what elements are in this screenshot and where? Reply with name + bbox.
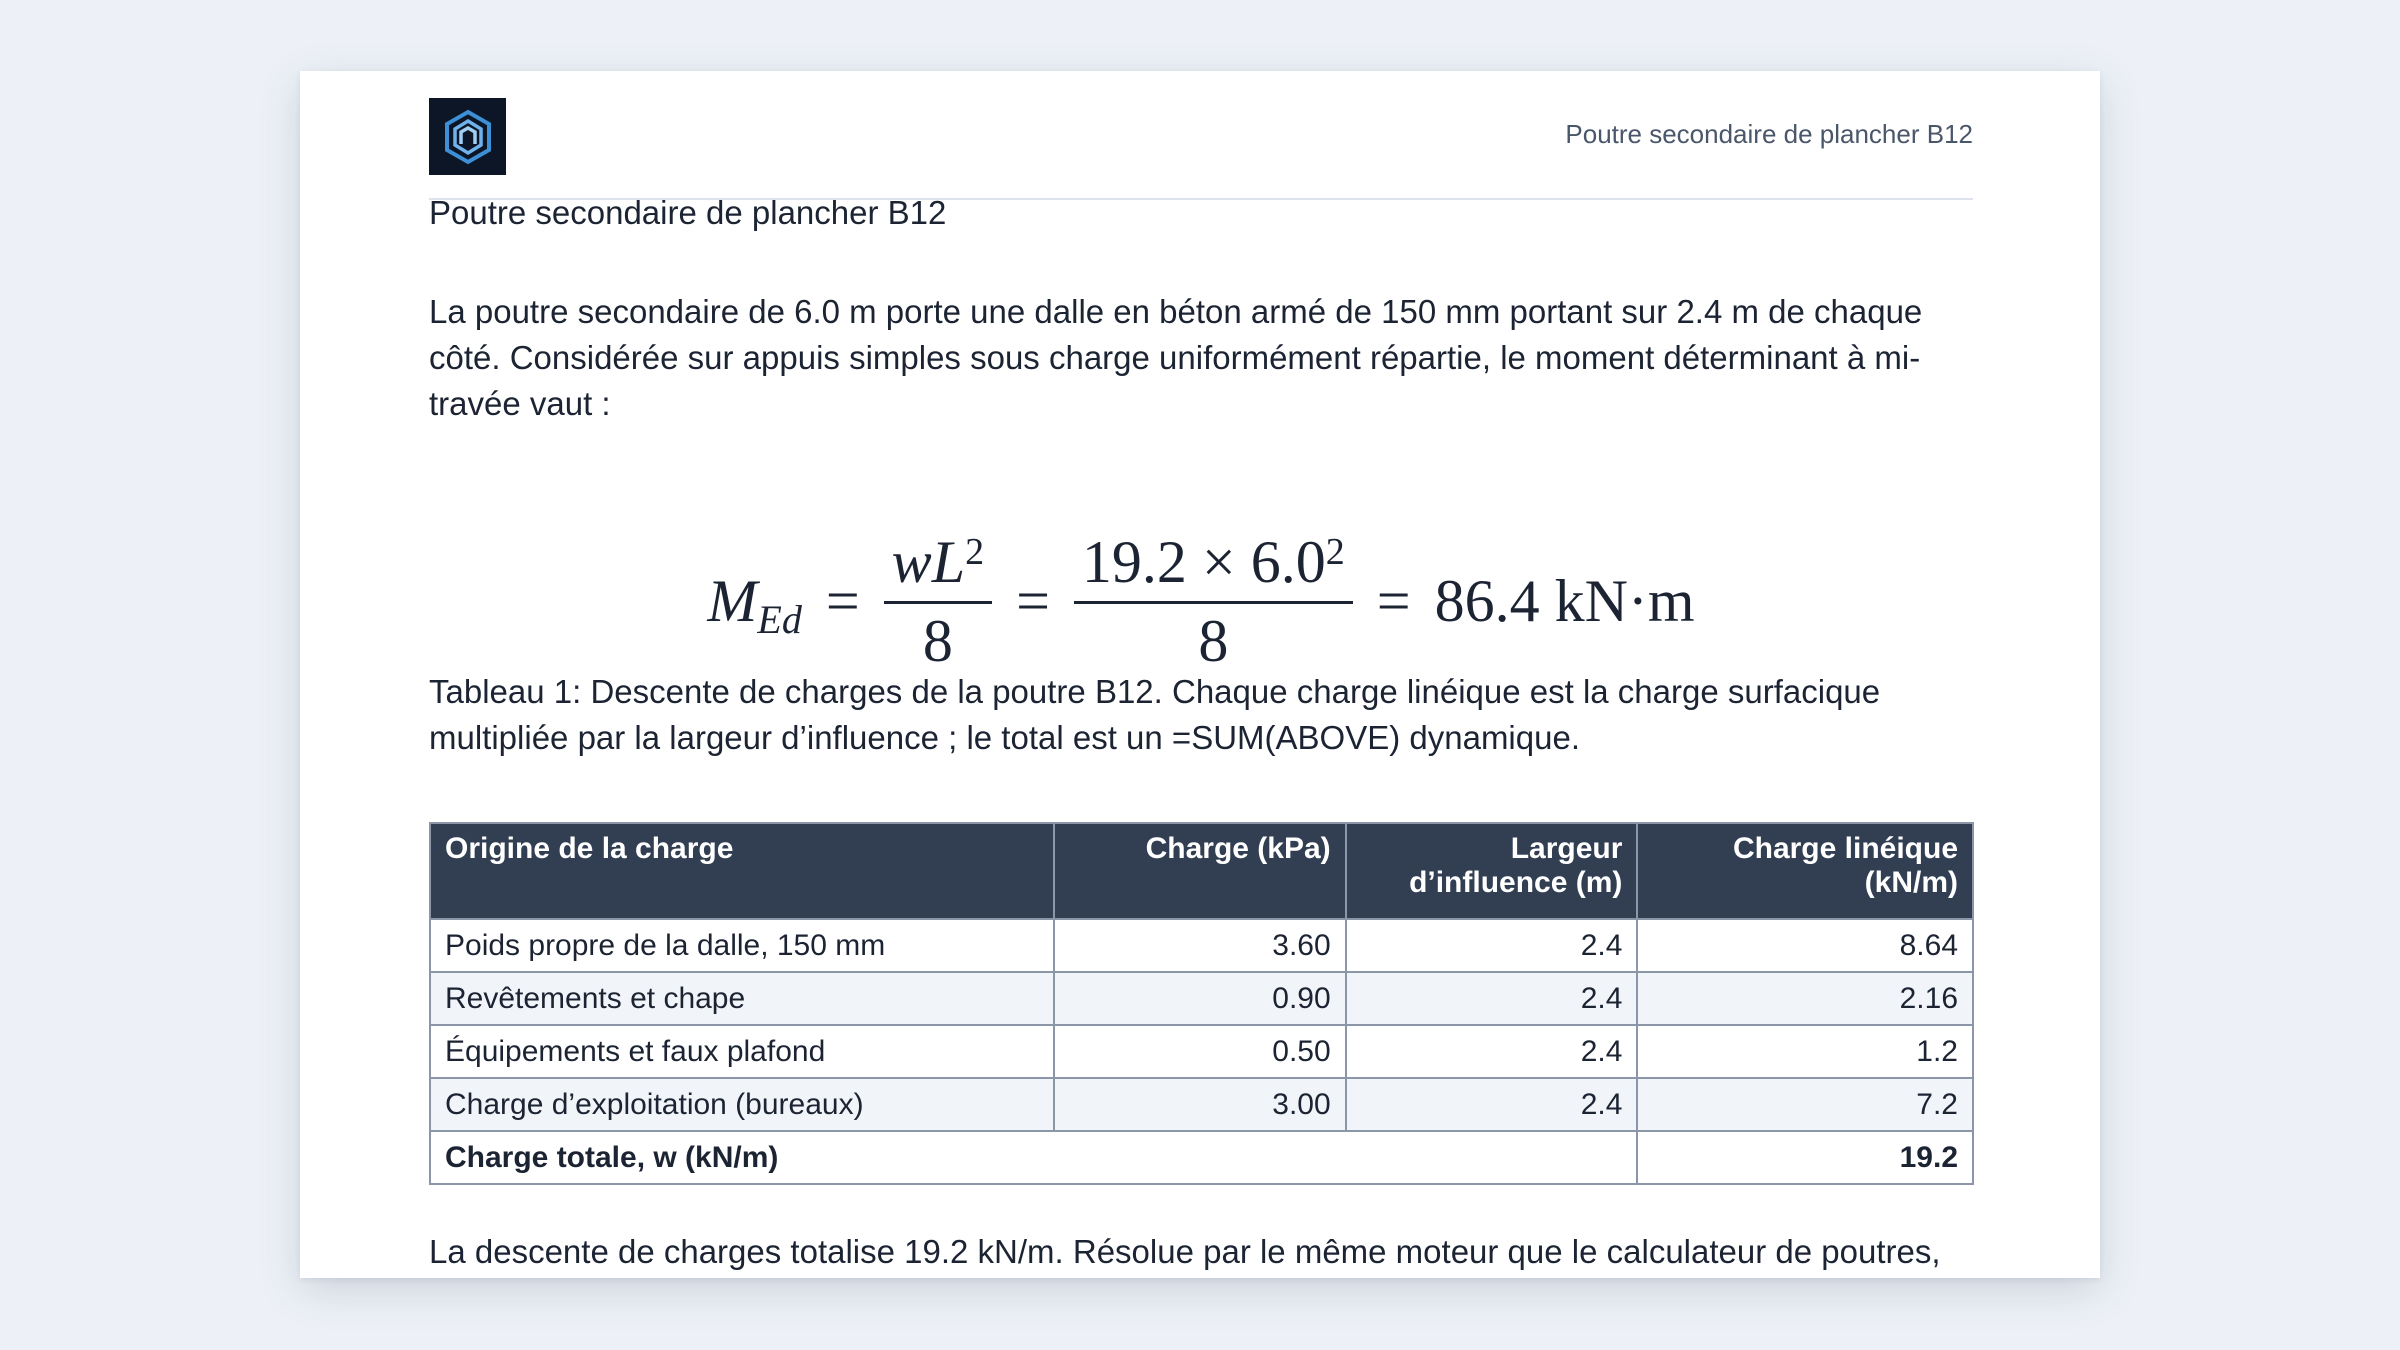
table-total-row <box>430 1131 1973 1184</box>
table-header-row <box>430 823 1973 919</box>
cell-origin: Revêtements et chape <box>430 972 1054 1025</box>
table-caption: Tableau 1: Descente de charges de la poutre B12. Chaque charge linéique est la charge surfacique multipliée par la largeur d’influence ; le total est un =SUM(ABOVE) dynamique. <box>429 673 1881 756</box>
document-title: Poutre secondaire de plancher B12 <box>429 194 947 231</box>
column-header-pressure: Charge (kPa) <box>1054 823 1346 919</box>
logo-icon <box>429 98 506 175</box>
table-row <box>430 1078 1973 1131</box>
cell-pressure: 0.90 <box>1054 972 1346 1025</box>
cell-pressure: 3.60 <box>1054 919 1346 972</box>
intro-paragraph: La poutre secondaire de 6.0 m porte une dalle en béton armé de 150 mm portant sur 2.4 m de chaque côté. Considérée sur appuis simples sous charge uniformément répartie, le moment déterminant à mi-travée vaut : <box>429 293 1923 422</box>
fraction-numeric-exponent: 2 <box>1325 531 1345 573</box>
moment-equation <box>429 531 1973 672</box>
cell-line-load: 7.2 <box>1637 1078 1973 1131</box>
equation-equals-1: = <box>825 568 860 634</box>
fraction-symbolic-exponent: 2 <box>965 531 985 573</box>
fraction-numeric-denominator: 8 <box>1198 608 1229 674</box>
cell-width: 2.4 <box>1346 972 1638 1025</box>
total-label: Charge totale, w (kN/m) <box>430 1131 1637 1184</box>
table-row <box>430 919 1973 972</box>
fraction-symbolic-numerator: wL <box>891 529 966 595</box>
equation-equals-3: = <box>1376 568 1411 634</box>
total-value: 19.2 <box>1637 1131 1973 1184</box>
cell-width: 2.4 <box>1346 1025 1638 1078</box>
equation-equals-2: = <box>1016 568 1050 634</box>
table-row <box>430 1025 1973 1078</box>
table-row <box>430 972 1973 1025</box>
equation-fraction-symbolic <box>884 531 992 672</box>
cell-pressure: 0.50 <box>1054 1025 1346 1078</box>
closing-paragraph: La descente de charges totalise 19.2 kN/m. Résolue par le même moteur que le calculateur de poutres, <box>429 1233 1941 1270</box>
cell-width: 2.4 <box>1346 919 1638 972</box>
column-header-origin: Origine de la charge <box>430 823 1054 919</box>
equation-lhs-symbol: M <box>707 568 758 634</box>
cell-pressure: 3.00 <box>1054 1078 1346 1131</box>
document-page <box>300 71 2100 1278</box>
equation-result: 86.4 kN·m <box>1434 568 1695 634</box>
equation-fraction-numeric <box>1074 531 1353 672</box>
load-table <box>429 822 1974 1185</box>
running-header-title: Poutre secondaire de plancher B12 <box>1565 119 1973 149</box>
fraction-symbolic-denominator: 8 <box>922 608 953 674</box>
cell-line-load: 1.2 <box>1637 1025 1973 1078</box>
fraction-numeric-numerator: 19.2 × 6.0 <box>1081 529 1326 595</box>
column-header-line-load: Charge linéique (kN/m) <box>1637 823 1973 919</box>
cell-origin: Équipements et faux plafond <box>430 1025 1054 1078</box>
equation-lhs-subscript: Ed <box>757 597 802 642</box>
cell-line-load: 8.64 <box>1637 919 1973 972</box>
cell-line-load: 2.16 <box>1637 972 1973 1025</box>
column-header-width: Largeur d’influence (m) <box>1346 823 1638 919</box>
cell-origin: Charge d’exploitation (bureaux) <box>430 1078 1054 1131</box>
cell-width: 2.4 <box>1346 1078 1638 1131</box>
cell-origin: Poids propre de la dalle, 150 mm <box>430 919 1054 972</box>
